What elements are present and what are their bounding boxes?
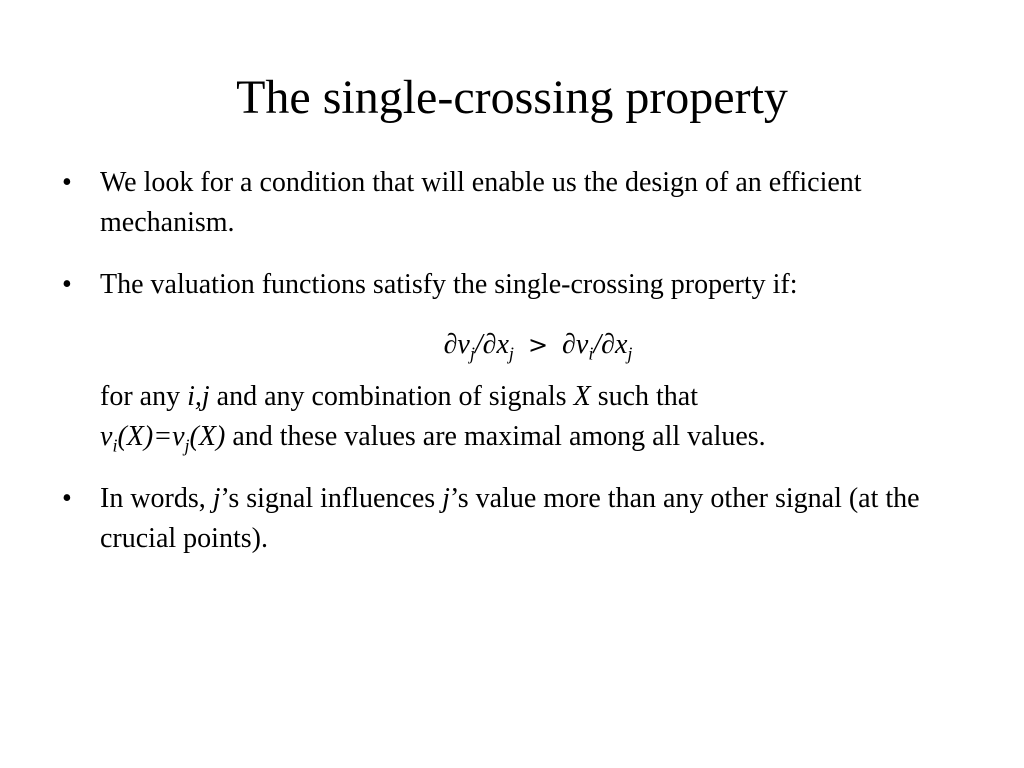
bullet-list (56, 163, 976, 559)
partial-symbol: ∂ (443, 329, 458, 360)
text-run: In words, (100, 483, 213, 514)
bullet-text: We look for a condition that will enable us the design of an efficient mechanism. (100, 167, 862, 238)
bullet-item-3 (56, 479, 976, 559)
subscript-j: j (184, 435, 190, 456)
single-crossing-formula (100, 325, 976, 365)
italic-j: j (442, 483, 450, 514)
partial-symbol: ∂ (482, 329, 497, 360)
bullet-marker: • (62, 167, 72, 198)
text-run: ’s value more than any other signal (at the crucial points). (100, 483, 920, 554)
subscript-j: j (627, 343, 633, 364)
subscript-j: j (508, 343, 514, 364)
text-run: such that (590, 381, 698, 412)
bullet-item-1 (56, 163, 976, 243)
bullet-marker: • (62, 269, 72, 300)
var-v: v (457, 329, 470, 360)
text-run: and these values are maximal among all values. (225, 421, 766, 452)
explanation-line-2 (100, 417, 976, 457)
explanation-line-1 (100, 377, 976, 417)
italic-v: v (100, 421, 113, 452)
slide-title: The single-crossing property (236, 71, 788, 124)
slash: / (474, 329, 483, 360)
partial-symbol: ∂ (562, 329, 576, 360)
greater-than: > (527, 331, 549, 359)
italic-X: X (573, 381, 591, 412)
text-run: and any combination of signals (209, 381, 574, 412)
subscript-i: i (112, 435, 118, 456)
formula-explanation (56, 377, 976, 457)
bullet-text (100, 483, 920, 554)
slash: / (593, 329, 602, 360)
var-x: x (496, 329, 509, 360)
italic-j: j (212, 483, 221, 514)
partial-symbol: ∂ (601, 329, 615, 360)
var-v: v (575, 329, 589, 360)
bullet-item-2 (56, 265, 976, 305)
subscript-j: j (469, 343, 475, 364)
bullet-marker: • (62, 483, 72, 514)
italic-expr: (X) (189, 421, 226, 452)
bullet-text: The valuation functions satisfy the single-crossing property if: (100, 269, 798, 300)
italic-expr: (X)=v (117, 421, 185, 452)
var-x: x (614, 329, 628, 360)
text-run: ’s signal influences (220, 483, 443, 514)
italic-ij: i,j (187, 381, 210, 412)
text-run: for any (100, 381, 188, 412)
subscript-i: i (588, 343, 594, 364)
